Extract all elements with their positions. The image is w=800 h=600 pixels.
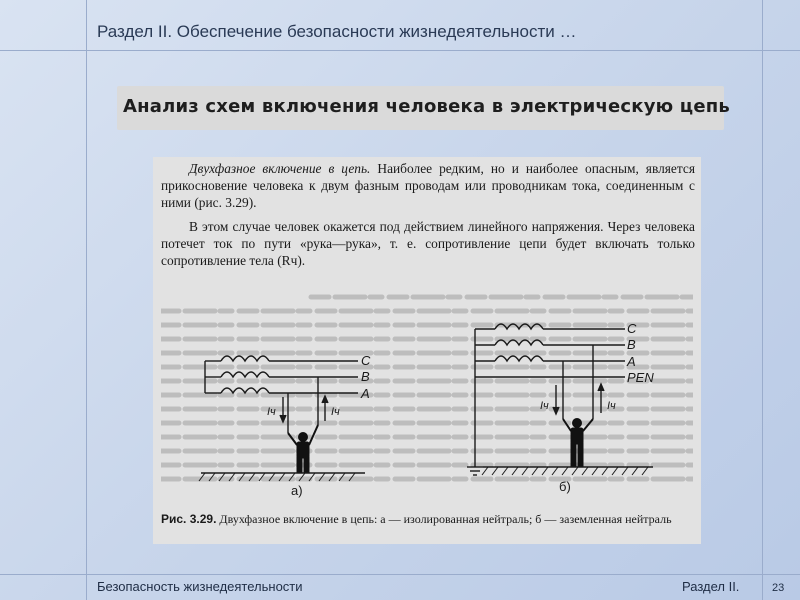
frame-line-left: [86, 0, 87, 600]
figure-3-29: [153, 157, 701, 512]
figure-caption: [161, 512, 695, 526]
label-b-b: B: [627, 337, 636, 352]
coil-b-c: [495, 324, 543, 329]
label-a-c: C: [361, 353, 371, 368]
coil-a-c: [221, 356, 269, 361]
frame-line-top: [0, 50, 800, 51]
person-figure-b: [563, 419, 593, 467]
label-b-c: C: [627, 321, 637, 336]
label-a-a: A: [361, 386, 370, 401]
section-banner: [117, 86, 730, 130]
diagram-b-label: б): [559, 479, 571, 494]
caption-text: Двухфазное включение в цепь: а — изолированная нейтраль; б — заземленная нейтраль: [216, 512, 672, 526]
frame-line-bottom: [0, 574, 800, 575]
current-label-a-left: Iч: [267, 406, 276, 418]
paragraph-1-text: Наиболее редким, но и наиболее опасным, является прикосновение человека к двум фазным проводам или проводникам тока, соединенным с ними (рис. 3.29).: [161, 161, 695, 210]
coil-b-a: [495, 356, 543, 361]
diagram-a-label: а): [291, 483, 303, 498]
frame-line-right: [762, 0, 763, 600]
diagram-a: [199, 356, 365, 481]
current-label-a-right: Iч: [331, 406, 340, 418]
coil-b-b: [495, 340, 543, 345]
person-figure-a: [288, 425, 318, 472]
paragraph-2-text: В этом случае человек окажется под действием линейного напряжения. Через человека потечет ток по пути «рука—рука», т. е. сопротивление цепи будет включать только сопротивление тела (Rч).: [161, 219, 695, 268]
slide-title: Раздел II. Обеспечение безопасности жизнедеятельности …: [97, 22, 577, 41]
current-label-b-right: Iч: [607, 400, 616, 412]
caption-number: Рис. 3.29.: [161, 512, 217, 526]
footer-course-title: Безопасность жизнедеятельности: [97, 579, 303, 594]
page-number: 23: [772, 582, 785, 594]
banner-heading: Анализ схем включения человека в электрическую цепь: [123, 96, 730, 117]
diagram-b: [467, 324, 653, 475]
footer-section: Раздел II.: [682, 579, 740, 594]
label-a-b: B: [361, 369, 370, 384]
current-label-b-left: Iч: [540, 400, 549, 412]
label-b-pen: PEN: [627, 370, 654, 385]
label-b-a: A: [627, 354, 636, 369]
coil-a-b: [221, 372, 269, 377]
scanned-page: [153, 157, 701, 544]
coil-a-a: [221, 388, 269, 393]
paragraph-1-lead: Двухфазное включение в цепь.: [189, 161, 371, 176]
